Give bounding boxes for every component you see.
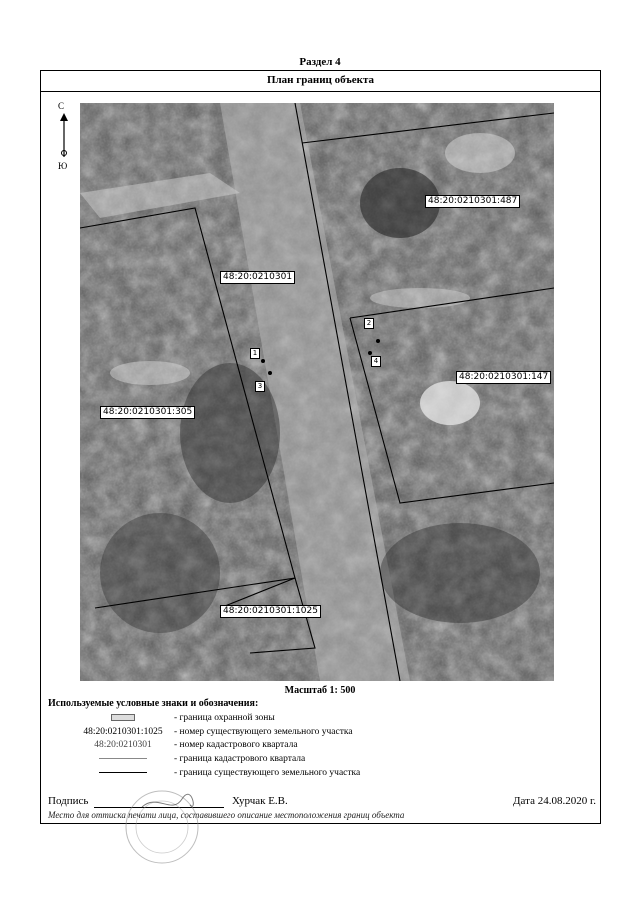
point-label-1: 1 [250,348,260,359]
legend-symbol-quarter-number: 48:20:0210301 [94,740,152,750]
legend-title: Используемые условные знаки и обозначения: [48,698,259,709]
parcel-label-487: 48:20:0210301:487 [425,195,520,208]
legend-symbol-parcel-number: 48:20:0210301:1025 [83,727,163,737]
parcel-label-147: 48:20:0210301:147 [456,371,551,384]
satellite-map [80,103,554,681]
legend-text: - граница охранной зоны [174,713,275,723]
point-label-3: 3 [255,381,265,392]
north-arrow [56,101,74,173]
parcel-label-305: 48:20:0210301:305 [100,406,195,419]
signature-label: Подпись [48,795,89,807]
north-label: С [58,101,65,111]
legend-item-protection-zone [48,713,588,725]
quarter-label: 48:20:0210301 [220,271,295,284]
scale-text: Масштаб 1: 500 [284,685,356,696]
legend-item-parcel-number [48,727,588,739]
arrow-icon [59,113,69,159]
legend-item-quarter-boundary [48,754,588,766]
section-title: Раздел 4 [299,56,341,68]
date-text: Дата 24.08.2020 г. [513,795,596,807]
stamp-seal [112,785,212,865]
plan-title: План границ объекта [40,70,601,92]
stamp-note: Место для оттиска печати лица, составившего описание местоположения границ объекта [48,810,405,820]
parcel-label-1025: 48:20:0210301:1025 [220,605,321,618]
legend-item-quarter-number [48,740,588,752]
legend-item-parcel-boundary [48,768,588,780]
point-label-4: 4 [371,356,381,367]
legend-text: - граница существующего земельного участка [174,768,361,778]
point-label-2: 2 [364,318,374,329]
legend-text: - номер существующего земельного участка [174,727,353,737]
map-imagery [80,103,554,681]
south-label: Ю [58,161,68,171]
legend-text: - номер кадастрового квартала [174,740,298,750]
surveyor-name: Хурчак Е.В. [232,795,288,807]
legend-text: - граница кадастрового квартала [174,754,306,764]
